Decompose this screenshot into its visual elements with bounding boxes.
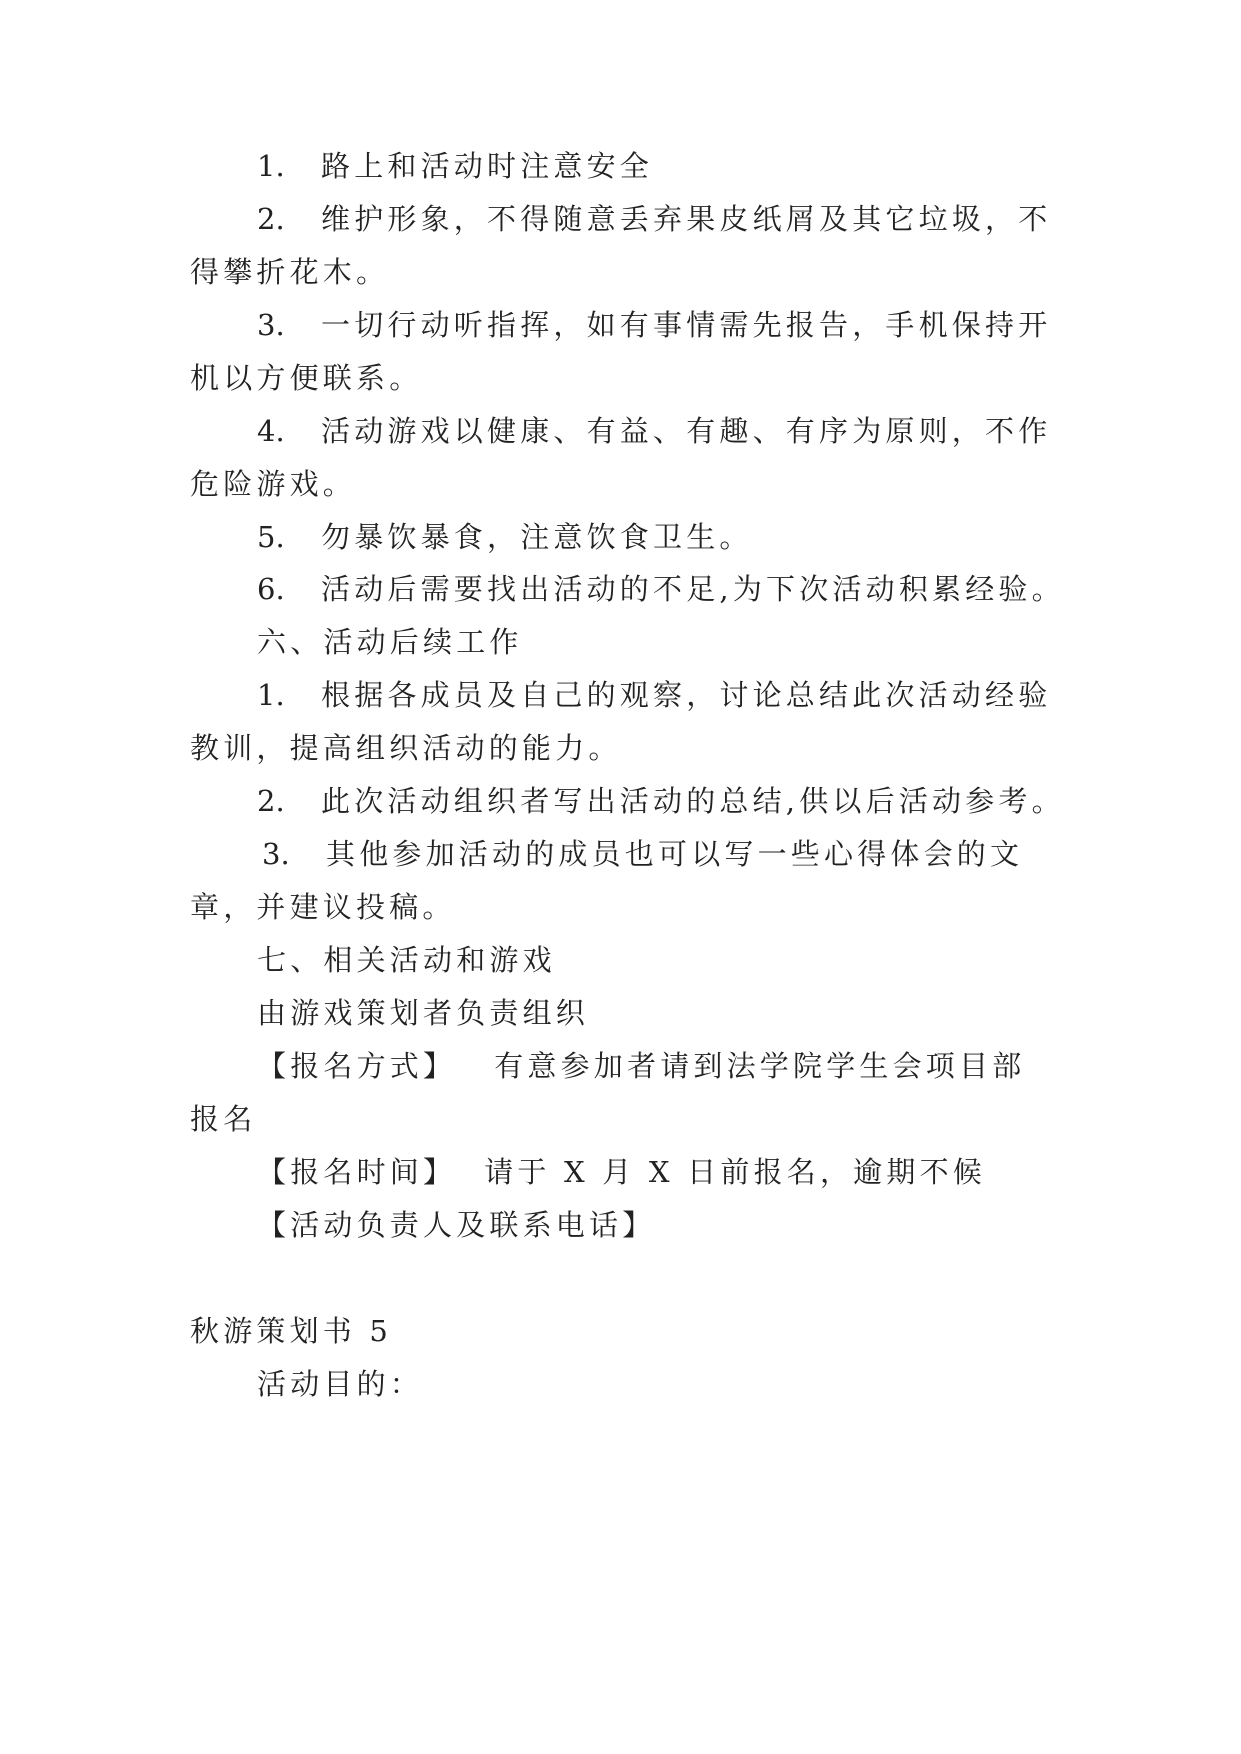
- followup-item-3-number: 3.: [262, 837, 290, 871]
- followup-item-3: [262, 834, 1023, 874]
- rule-item-1-number: 1.: [257, 149, 285, 183]
- followup-item-2-number: 2.: [257, 784, 285, 818]
- followup-item-1-continuation: 教训，提高组织活动的能力。: [190, 731, 622, 765]
- followup-item-3-text: 其他参加活动的成员也可以写一些心得体会的文: [326, 837, 1024, 871]
- signup-method-continuation: 报名: [190, 1102, 257, 1136]
- purpose-label: 活动目的：: [257, 1367, 424, 1401]
- rule-item-6-text: 活动后需要找出活动的不足,为下次活动积累经验。: [321, 572, 1065, 606]
- rule-item-3-number: 3.: [257, 308, 285, 342]
- rule-item-4-continuation: 危险游戏。: [190, 467, 357, 501]
- section-7-text: 由游戏策划者负责组织: [257, 996, 590, 1030]
- next-plan-title: 秋游策划书 5: [190, 1314, 393, 1348]
- rule-item-4: [257, 411, 1051, 451]
- rule-item-2: [257, 199, 1051, 239]
- rule-item-3: [257, 305, 1051, 345]
- rule-item-4-text: 活动游戏以健康、有益、有趣、有序为原则，不作: [321, 414, 1052, 448]
- rule-item-6: [257, 569, 1065, 609]
- rule-item-1-text: 路上和活动时注意安全: [321, 149, 654, 183]
- rule-item-4-number: 4.: [257, 414, 285, 448]
- signup-time-label: 【报名时间】: [257, 1155, 457, 1189]
- followup-item-2-text: 此次活动组织者写出活动的总结,供以后活动参考。: [321, 784, 1065, 818]
- followup-item-1-number: 1.: [257, 678, 285, 712]
- contact-label: 【活动负责人及联系电话】: [257, 1208, 656, 1242]
- followup-item-1-text: 根据各成员及自己的观察，讨论总结此次活动经验: [321, 678, 1052, 712]
- followup-item-3-continuation: 章，并建议投稿。: [190, 890, 456, 924]
- rule-item-2-text: 维护形象，不得随意丢弃果皮纸屑及其它垃圾，不: [321, 202, 1052, 236]
- rule-item-6-number: 6.: [257, 572, 285, 606]
- rule-item-2-number: 2.: [257, 202, 285, 236]
- rule-item-5-text: 勿暴饮暴食，注意饮食卫生。: [321, 520, 753, 554]
- followup-item-2: [257, 781, 1065, 821]
- rule-item-5-number: 5.: [257, 520, 285, 554]
- signup-method: [257, 1046, 1025, 1086]
- rule-item-2-continuation: 得攀折花木。: [190, 255, 390, 289]
- rule-item-3-text: 一切行动听指挥，如有事情需先报告，手机保持开: [321, 308, 1052, 342]
- section-6-heading: 六、活动后续工作: [257, 625, 523, 659]
- rule-item-3-continuation: 机以方便联系。: [190, 361, 423, 395]
- rule-item-1: [257, 146, 653, 186]
- followup-item-1: [257, 675, 1051, 715]
- signup-method-label: 【报名方式】: [257, 1049, 457, 1083]
- signup-time-text: 请于 X 月 X 日前报名，逾期不候: [484, 1155, 986, 1189]
- section-7-heading: 七、相关活动和游戏: [257, 943, 556, 977]
- rule-item-5: [257, 517, 753, 557]
- signup-method-text: 有意参加者请到法学院学生会项目部: [494, 1049, 1026, 1083]
- signup-time: [257, 1152, 986, 1192]
